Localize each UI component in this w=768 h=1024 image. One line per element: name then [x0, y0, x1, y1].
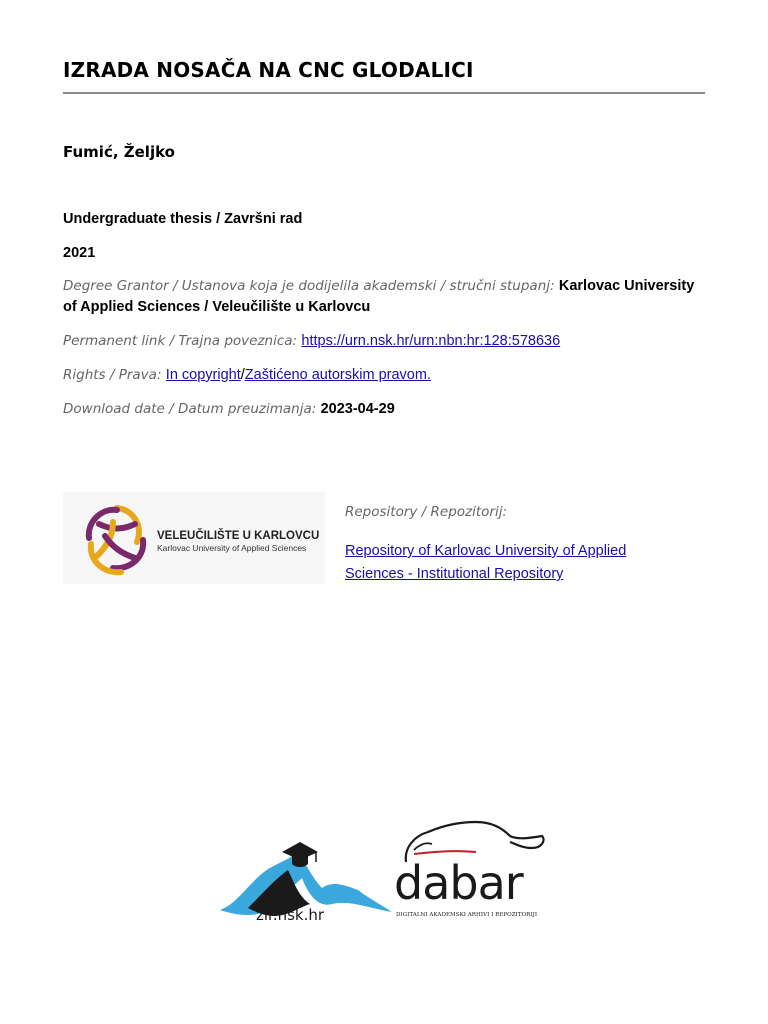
repository-link[interactable]: Repository of Karlovac University of Applied Sciences - Institutional Repository	[345, 543, 627, 582]
institution-logo	[63, 492, 325, 584]
permanent-link[interactable]: https://urn.nsk.hr/urn:nbn:hr:128:578636	[301, 333, 561, 349]
thesis-type: Undergraduate thesis / Završni rad	[63, 211, 303, 227]
title-divider	[63, 92, 705, 94]
repository-link-container	[345, 539, 645, 585]
dabar-logo-subtitle: DIGITALNI AKADEMSKI ARHIVI I REPOZITORIJI	[396, 912, 538, 918]
degree-grantor-row	[63, 276, 703, 318]
dabar-logo-text: dabar	[394, 856, 523, 910]
thesis-year: 2021	[63, 245, 96, 261]
permanent-link-label: Permanent link / Trajna poveznica:	[63, 333, 298, 349]
download-date-label: Download date / Datum preuzimanja:	[63, 401, 317, 417]
permanent-link-row	[63, 331, 703, 352]
author-name: Fumić, Željko	[63, 143, 175, 161]
download-date-row	[63, 399, 703, 420]
protected-copyright-link[interactable]: Zaštićeno autorskim pravom.	[244, 367, 431, 383]
rights-separator: /	[240, 367, 245, 383]
dabar-logo	[392, 814, 552, 926]
karlovac-knot-icon	[77, 500, 157, 580]
zir-logo-text: zir.nsk.hr	[256, 906, 325, 924]
rights-row	[63, 365, 703, 386]
institution-logo-subtitle: Karlovac University of Applied Sciences	[157, 543, 307, 553]
zir-logo	[218, 838, 394, 930]
document-title: IZRADA NOSAČA NA CNC GLODALICI	[63, 58, 474, 82]
degree-grantor-label: Degree Grantor / Ustanova koja je dodijelila akademski / stručni stupanj:	[63, 278, 555, 294]
download-date-value: 2023-04-29	[320, 401, 395, 417]
in-copyright-link[interactable]: In copyright	[165, 367, 241, 383]
institution-logo-name: VELEUČILIŠTE U KARLOVCU	[157, 530, 320, 542]
degree-grantor-value: Karlovac University of Applied Sciences / Veleučilište u Karlovcu	[63, 278, 695, 315]
rights-label: Rights / Prava:	[63, 367, 162, 383]
repository-label: Repository / Repozitorij:	[345, 504, 508, 520]
